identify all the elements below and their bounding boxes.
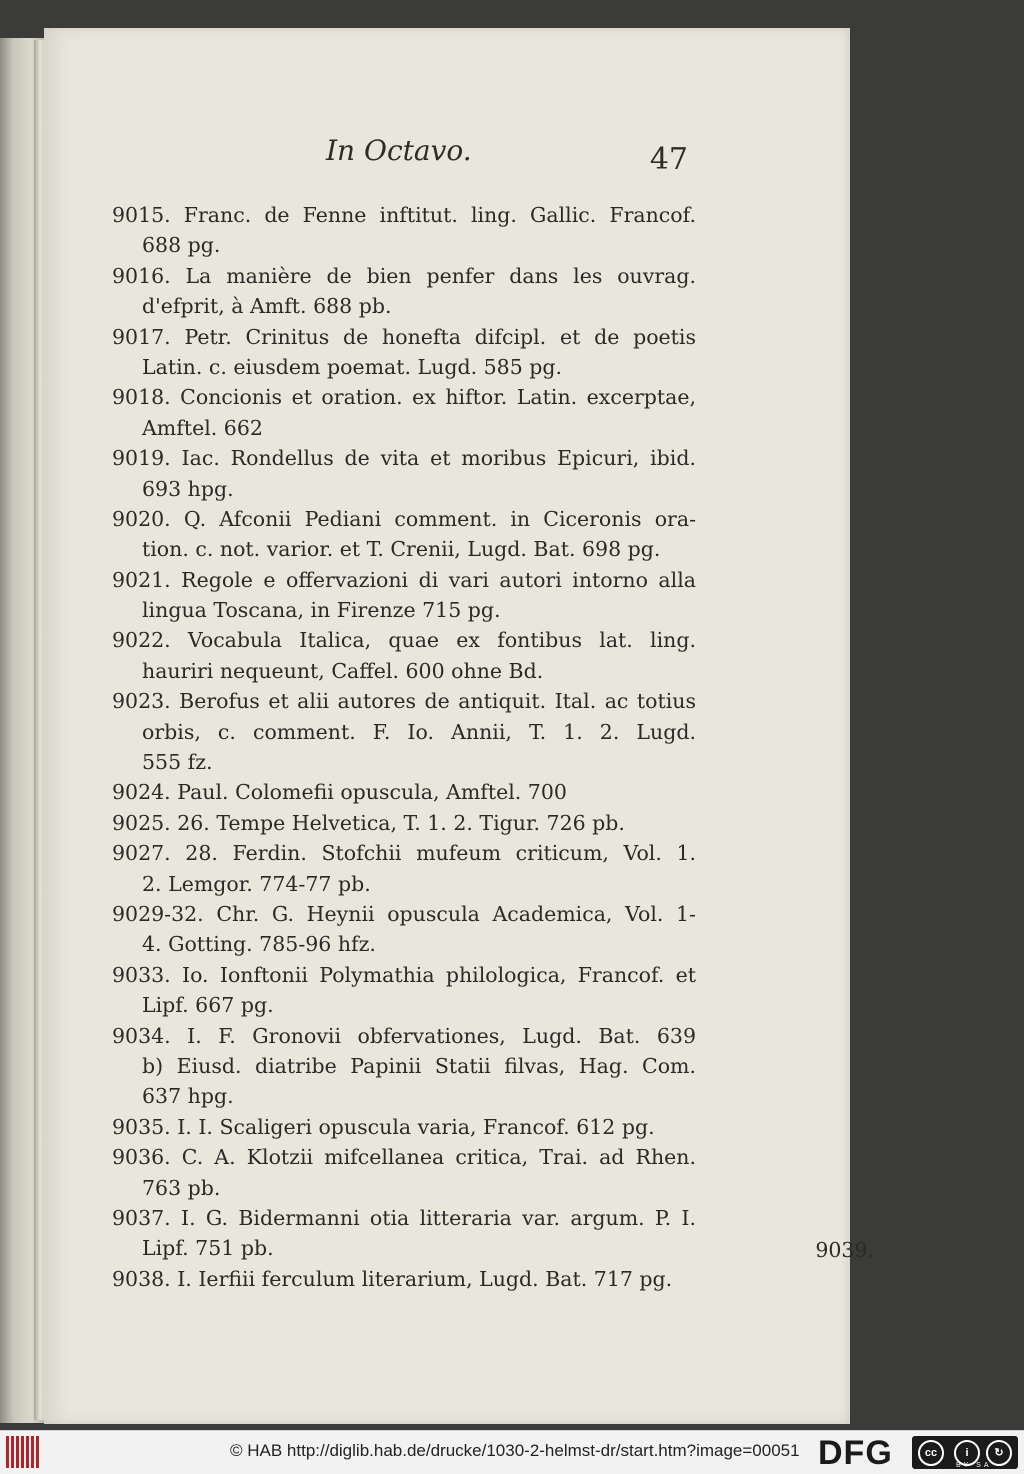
entry-line: 555 fz. [142,750,213,775]
catchword: 9039. [815,1238,874,1262]
catalog-entry [112,625,696,686]
entry-line: 9036. C. A. Klotzii mifcellanea critica, Trai. ad Rhen. [112,1145,696,1170]
entry-line: 9035. I. I. Scaligeri opuscula varia, Francof. 612 pg. [112,1114,655,1139]
entry-line: 9023. Berofus et alii autores de antiquit. Ital. ac totius [112,689,696,714]
entry-line: Amftel. 662 [142,415,263,440]
catalog-entry [112,686,696,777]
entry-line: orbis, c. comment. F. Io. Annii, T. 1. 2. Lugd. [142,719,696,744]
entry-line: 9017. Petr. Crinitus de honefta difcipl. et de poetis [112,324,696,349]
entry-line: 9029-32. Chr. G. Heynii opuscula Academica, Vol. 1- [112,901,696,926]
entry-line: 9034. I. F. Gronovii obfervationes, Lugd. Bat. 639 [112,1023,696,1048]
share-alike-icon: ↻ [986,1440,1012,1466]
cc-icon: cc [918,1440,944,1466]
entry-line: 9020. Q. Afconii Pediani comment. in Ciceronis ora- [112,506,696,531]
catalog-entry [112,777,696,807]
entry-line: 637 hpg. [142,1084,234,1109]
entry-line: 693 hpg. [142,476,234,501]
entry-line: 9037. I. G. Bidermanni otia litteraria var. argum. P. I. [112,1205,696,1230]
entry-line: 9027. 28. Ferdin. Stofchii mufeum criticum, Vol. 1. [112,841,696,866]
catalog-entry [112,1112,696,1142]
catalog-entry [112,443,696,504]
by-attribution-icon: i [954,1440,980,1466]
entry-line: 9038. I. Ierfiii ferculum literarium, Lugd. Bat. 717 pg. [112,1266,673,1291]
license-code: BY SA [956,1462,992,1469]
entry-line: 9024. Paul. Colomefii opuscula, Amftel. 700 [112,780,567,805]
copyright-link[interactable]: © HAB http://diglib.hab.de/drucke/1030-2-helmst-dr/start.htm?image=00051 [230,1441,800,1460]
cc-license-badge[interactable] [912,1436,1018,1469]
catalog-entry [112,565,696,626]
hab-logo-icon [6,1436,40,1468]
entry-line: 9015. Franc. de Fenne inftitut. ling. Gallic. Francof. [112,203,696,227]
entry-line: 688 pg. [142,233,221,258]
entry-line: 9019. Iac. Rondellus de vita et moribus Epicuri, ibid. [112,446,696,471]
entry-line: 9033. Io. Ionftonii Polymathia philologica, Francof. et [112,962,696,987]
entry-line: 9018. Concionis et oration. ex hiftor. Latin. excerptae, [112,385,696,410]
catalog-entry [112,899,696,960]
catalog-entry [112,808,696,838]
catalog-entry [112,1203,696,1264]
entry-line: 763 pb. [142,1175,221,1200]
entry-line: hauriri nequeunt, Caffel. 600 ohne Bd. [142,658,544,683]
catalog-entry [112,504,696,565]
entry-line: lingua Toscana, in Firenze 715 pg. [142,598,501,623]
catalog-entry [112,382,696,443]
catalog-entry [112,1021,696,1112]
entry-line: tion. c. not. varior. et T. Crenii, Lugd. Bat. 698 pg. [142,537,661,562]
catalog-entry [112,200,696,261]
catalog-entry [112,1264,696,1294]
catalog-entry [112,261,696,322]
catalog-entry [112,1142,696,1203]
entry-line: 9016. La manière de bien penfer dans les ouvrag. [112,263,696,288]
entry-line: 9025. 26. Tempe Helvetica, T. 1. 2. Tigur. 726 pb. [112,810,625,835]
page-header [110,128,700,178]
entry-line: Lipf. 667 pg. [142,993,274,1018]
entry-line: Latin. c. eiusdem poemat. Lugd. 585 pg. [142,354,563,379]
entry-line: 9022. Vocabula Italica, quae ex fontibus lat. ling. [112,628,696,653]
page-number: 47 [649,142,688,177]
entry-line: d'efprit, à Amft. 688 pb. [142,294,392,319]
entry-line: b) Eiusd. diatribe Papinii Statii filvas, Hag. Com. [142,1053,696,1078]
catalog-entry [112,322,696,383]
entry-line: 2. Lemgor. 774-77 pb. [142,871,371,896]
entry-line: 9021. Regole e offervazioni di vari autori intorno alla [112,567,696,592]
viewer-footer [0,1430,1024,1474]
running-title: In Octavo. [326,134,472,167]
catalog-entry-list [112,200,696,1294]
dfg-logo: DFG [818,1434,893,1472]
entry-line: Lipf. 751 pb. [142,1236,274,1261]
catalog-entry [112,838,696,899]
catalog-entry [112,960,696,1021]
entry-line: 4. Gotting. 785-96 hfz. [142,932,376,957]
